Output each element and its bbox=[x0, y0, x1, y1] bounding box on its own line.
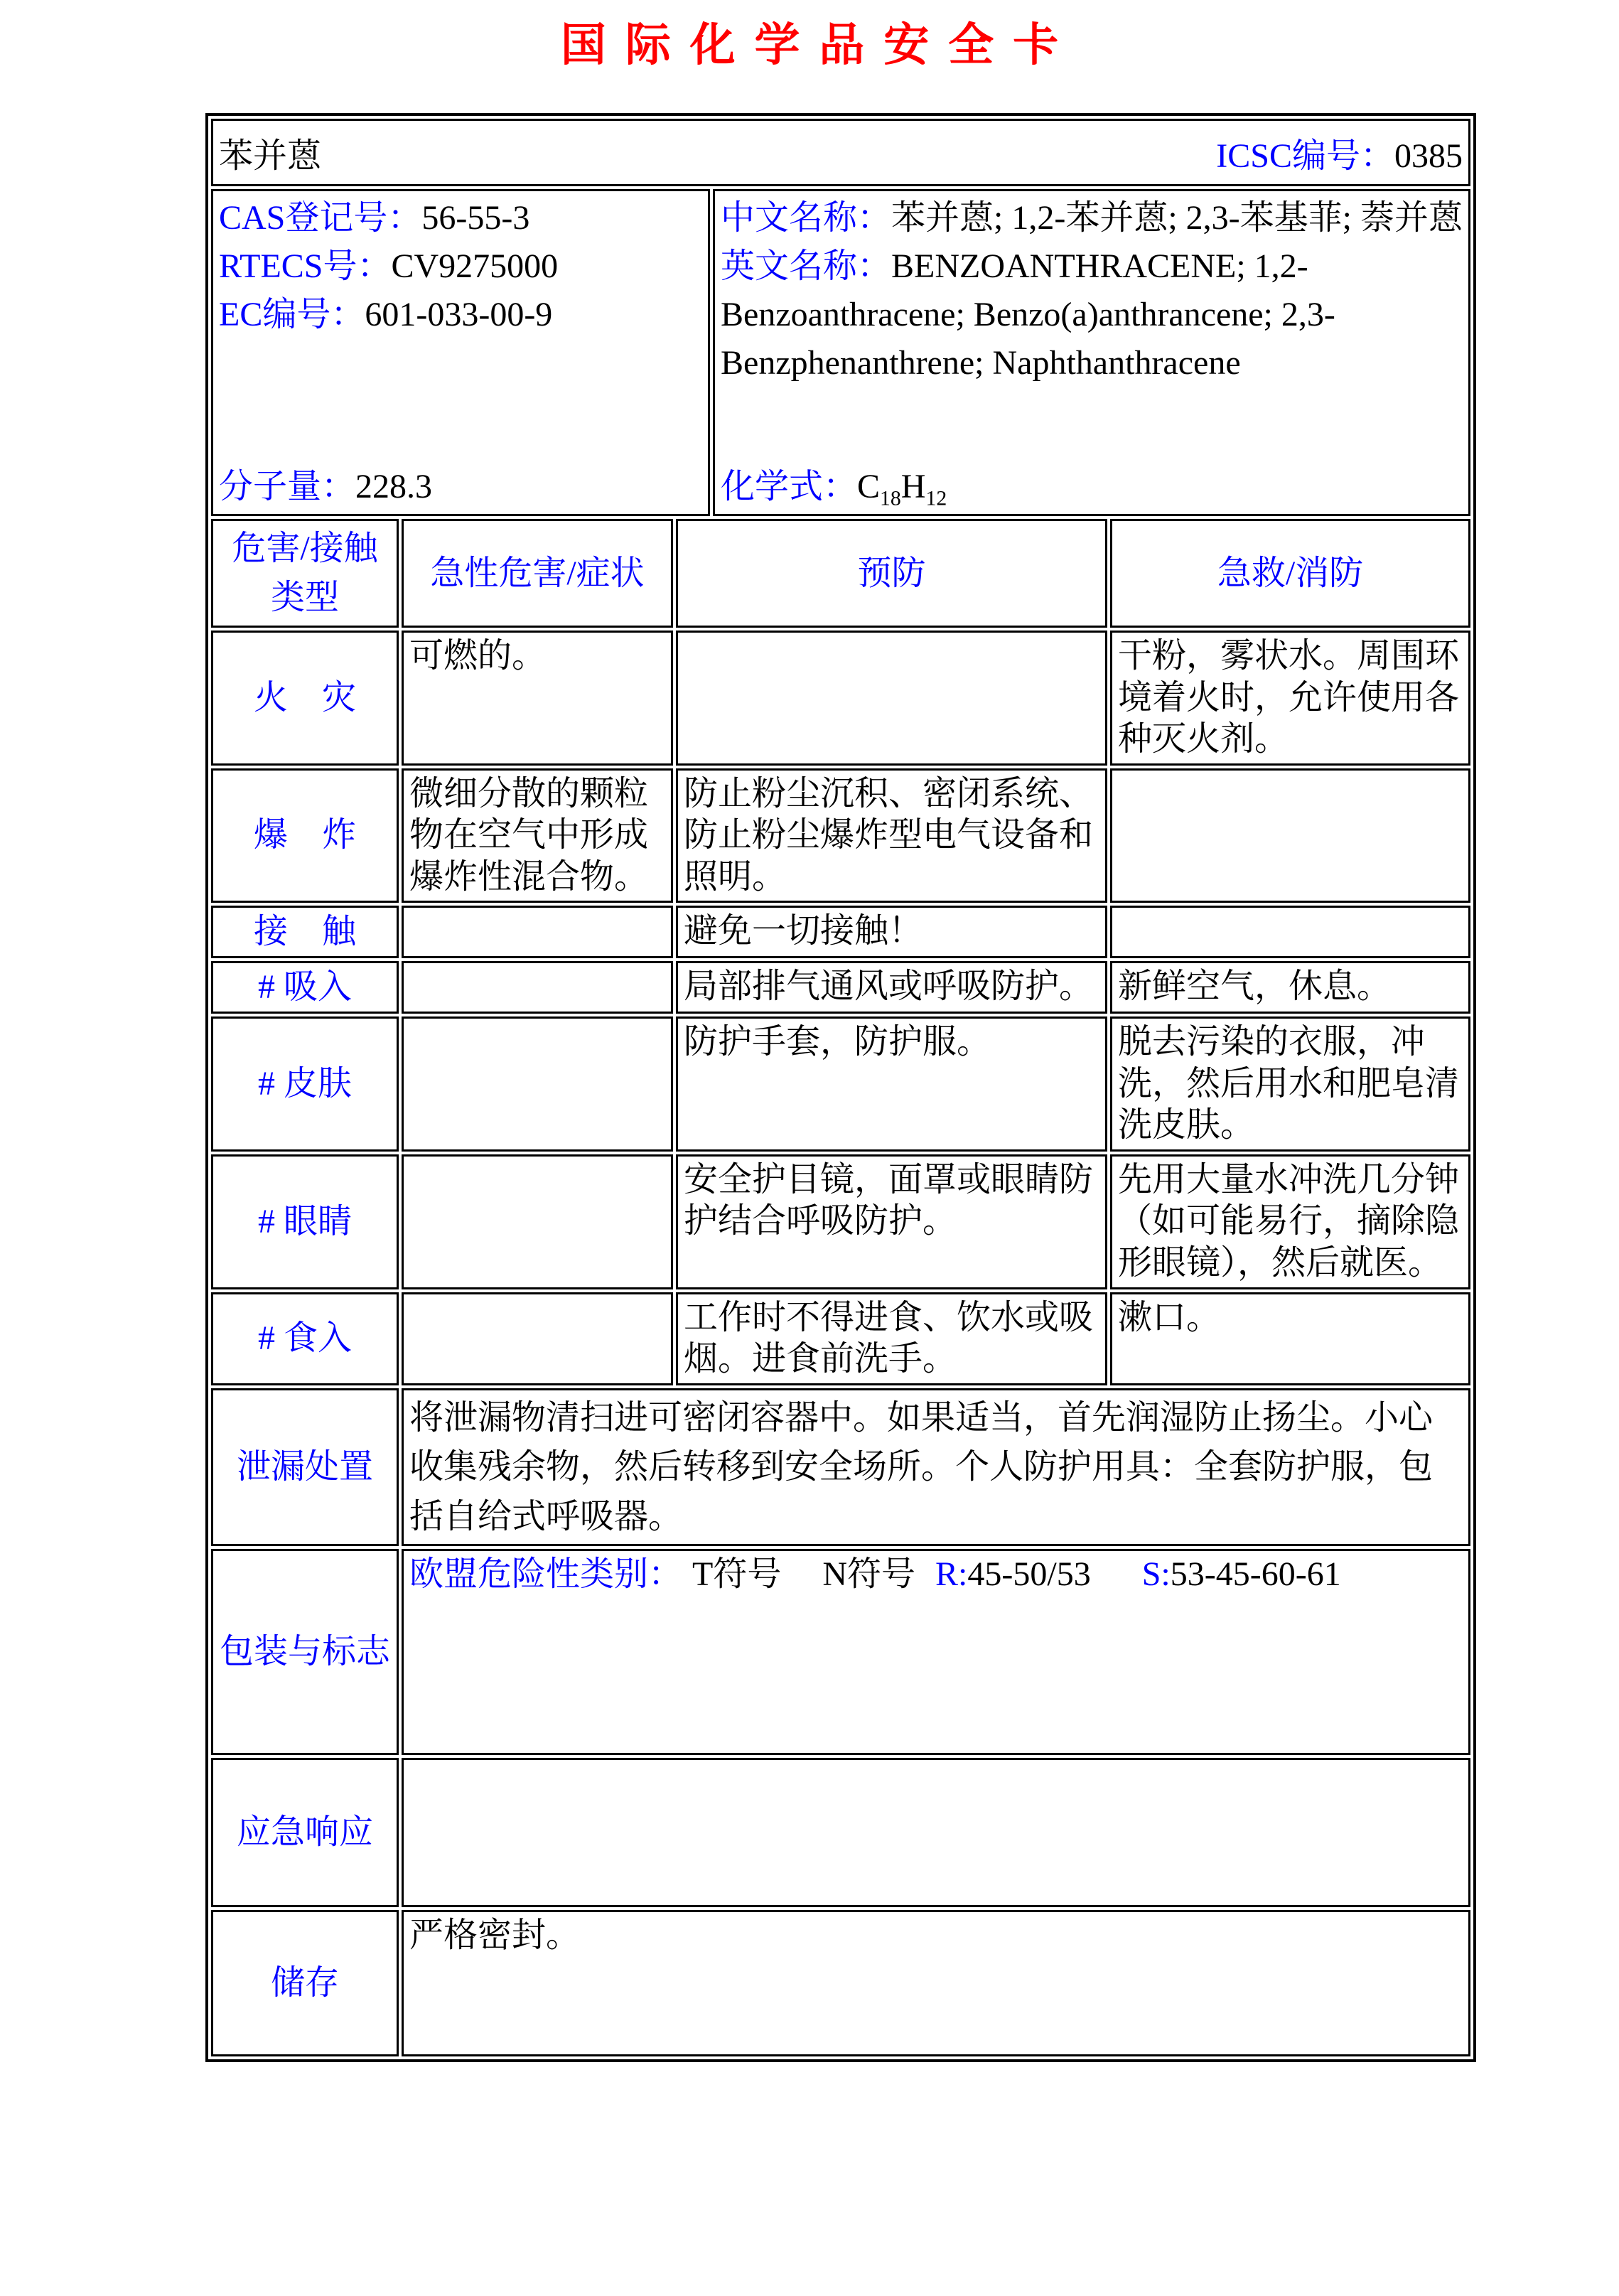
r-label: R: bbox=[935, 1555, 968, 1594]
row-label-inhalation: # 吸入 bbox=[211, 961, 399, 1014]
row-label-explosion: 爆 炸 bbox=[211, 768, 399, 903]
identifiers-row bbox=[211, 189, 1470, 516]
table-row-eyes bbox=[211, 1154, 1470, 1289]
name-row bbox=[211, 119, 1470, 186]
eu-s-phrases bbox=[1142, 1555, 1341, 1593]
s-value: 53-45-60-61 bbox=[1170, 1555, 1341, 1594]
contact-first-aid bbox=[1110, 906, 1470, 958]
skin-first-aid: 脱去污染的衣服，冲洗，然后用水和肥皂清洗皮肤。 bbox=[1110, 1016, 1470, 1152]
chinese-name-value: 苯并蒽; 1,2-苯并蒽; 2,3-苯基菲; 萘并蒽 bbox=[891, 198, 1463, 237]
section-row-spillage bbox=[211, 1388, 1470, 1547]
explosion-prevention: 防止粉尘沉积、密闭系统、防止粉尘爆炸型电气设备和照明。 bbox=[676, 768, 1107, 903]
formula-c-subscript: 18 bbox=[880, 486, 901, 510]
eyes-first-aid: 先用大量水冲洗几分钟（如可能易行，摘除隐形眼镜），然后就医。 bbox=[1110, 1154, 1470, 1289]
header-first-aid: 急救/消防 bbox=[1110, 519, 1470, 628]
molecular-weight-line bbox=[219, 463, 702, 511]
row-label-fire: 火 灾 bbox=[211, 631, 399, 766]
table-row-skin bbox=[211, 1016, 1470, 1152]
eu-r-phrases bbox=[935, 1555, 1091, 1593]
registry-cell bbox=[211, 189, 710, 516]
section-label-storage: 储存 bbox=[211, 1910, 399, 2056]
rtecs-label: RTECS号： bbox=[219, 247, 392, 285]
r-value: 45-50/53 bbox=[967, 1555, 1091, 1594]
eu-n-symbol: N符号 bbox=[822, 1555, 916, 1594]
eyes-prevention: 安全护目镜，面罩或眼睛防护结合呼吸防护。 bbox=[676, 1154, 1107, 1289]
contact-symptoms bbox=[402, 906, 673, 958]
names-cell bbox=[713, 189, 1470, 516]
icsc-label: ICSC编号： bbox=[1216, 136, 1394, 175]
skin-symptoms bbox=[402, 1016, 673, 1152]
section-row-storage bbox=[211, 1910, 1470, 2056]
s-label: S: bbox=[1141, 1555, 1171, 1594]
table-row-fire bbox=[211, 631, 1470, 766]
inhalation-first-aid: 新鲜空气，休息。 bbox=[1110, 961, 1470, 1014]
header-hazard-type: 危害/接触类型 bbox=[211, 519, 399, 628]
eu-hazard-line bbox=[409, 1554, 1463, 1596]
header-acute-symptoms: 急性危害/症状 bbox=[402, 519, 673, 628]
skin-prevention: 防护手套，防护服。 bbox=[676, 1016, 1107, 1152]
fire-first-aid: 干粉，雾状水。周围环境着火时，允许使用各种灭火剂。 bbox=[1110, 631, 1470, 766]
table-row-contact bbox=[211, 906, 1470, 958]
eu-hazard-class-label: 欧盟危险性类别： bbox=[409, 1555, 683, 1594]
row-label-eyes: # 眼睛 bbox=[211, 1154, 399, 1289]
section-row-packaging bbox=[211, 1549, 1470, 1755]
chinese-name-label: 中文名称： bbox=[721, 198, 892, 237]
row-label-ingestion: # 食入 bbox=[211, 1292, 399, 1385]
fire-prevention bbox=[676, 631, 1107, 766]
header-prevention: 预防 bbox=[676, 519, 1107, 628]
chinese-name-line bbox=[721, 194, 1463, 242]
ingestion-first-aid: 漱口。 bbox=[1110, 1292, 1470, 1385]
ingestion-symptoms bbox=[402, 1292, 673, 1385]
storage-text: 严格密封。 bbox=[402, 1910, 1470, 2056]
fire-symptoms: 可燃的。 bbox=[402, 631, 673, 766]
section-row-emergency bbox=[211, 1758, 1470, 1907]
spacer bbox=[721, 387, 1463, 462]
cas-label: CAS登记号： bbox=[219, 198, 422, 237]
contact-prevention: 避免一切接触！ bbox=[676, 906, 1107, 958]
chemical-name: 苯并蒽 bbox=[219, 136, 322, 175]
row-label-contact: 接 触 bbox=[211, 906, 399, 958]
section-label-emergency: 应急响应 bbox=[211, 1758, 399, 1907]
name-bar bbox=[211, 119, 1470, 186]
emergency-text bbox=[402, 1758, 1470, 1907]
row-label-skin: # 皮肤 bbox=[211, 1016, 399, 1152]
explosion-symptoms: 微细分散的颗粒物在空气中形成爆炸性混合物。 bbox=[402, 768, 673, 903]
ec-value: 601-033-00-9 bbox=[365, 296, 553, 334]
section-label-packaging: 包装与标志 bbox=[211, 1549, 399, 1755]
inhalation-prevention: 局部排气通风或呼吸防护。 bbox=[676, 961, 1107, 1014]
section-label-spillage: 泄漏处置 bbox=[211, 1388, 399, 1547]
safety-card bbox=[205, 113, 1476, 2063]
icsc-number bbox=[1216, 128, 1463, 177]
english-name-line bbox=[721, 242, 1463, 387]
formula-h-subscript: 12 bbox=[925, 486, 947, 510]
spacer bbox=[219, 339, 702, 462]
chemical-formula-line bbox=[721, 463, 1463, 511]
table-row-explosion bbox=[211, 768, 1470, 903]
inhalation-symptoms bbox=[402, 961, 673, 1014]
cas-value: 56-55-3 bbox=[421, 198, 530, 237]
table-row-ingestion bbox=[211, 1292, 1470, 1385]
ec-line bbox=[219, 291, 702, 339]
molecular-weight-label: 分子量： bbox=[219, 467, 356, 505]
ec-label: EC编号： bbox=[219, 296, 365, 334]
rtecs-line bbox=[219, 242, 702, 291]
icsc-value: 0385 bbox=[1394, 136, 1463, 175]
molecular-weight-value: 228.3 bbox=[355, 467, 433, 505]
explosion-first-aid bbox=[1110, 768, 1470, 903]
ingestion-prevention: 工作时不得进食、饮水或吸烟。进食前洗手。 bbox=[676, 1292, 1107, 1385]
table-row-inhalation bbox=[211, 961, 1470, 1014]
eyes-symptoms bbox=[402, 1154, 673, 1289]
eu-t-symbol: T符号 bbox=[692, 1555, 782, 1594]
page-title: 国际化学品安全卡 bbox=[560, 20, 1077, 70]
chemical-formula-label: 化学式： bbox=[721, 467, 858, 505]
formula-c: C bbox=[857, 467, 881, 505]
hazard-header-row bbox=[211, 519, 1470, 628]
english-name-label: 英文名称： bbox=[721, 247, 892, 285]
spillage-text: 将泄漏物清扫进可密闭容器中。如果适当，首先润湿防止扬尘。小心收集残余物，然后转移到安全场所。个人防护用具：全套防护服，包括自给式呼吸器。 bbox=[402, 1388, 1470, 1547]
cas-line bbox=[219, 194, 702, 242]
english-name-value: BENZOANTHRACENE; 1,2-Benzoanthracene; Benzo(a)anthrancene; 2,3-Benzphenanthrene; Naphthanthracene bbox=[721, 247, 1335, 382]
rtecs-value: CV9275000 bbox=[391, 247, 559, 285]
packaging-text bbox=[402, 1549, 1470, 1755]
formula-h: H bbox=[900, 467, 926, 505]
